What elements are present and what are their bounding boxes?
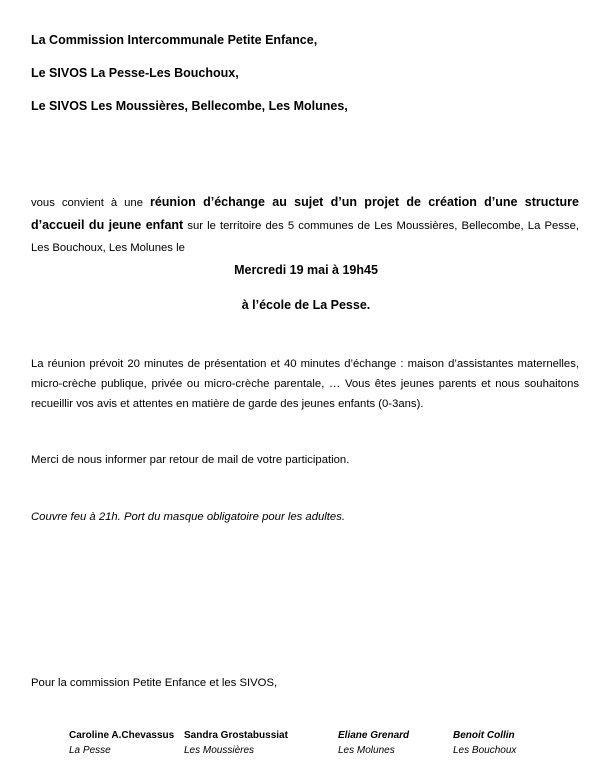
header-commission: La Commission Intercommunale Petite Enfance, bbox=[31, 33, 318, 47]
signatory-name: Caroline A.Chevassus bbox=[69, 730, 175, 741]
curfew-notice: Couvre feu à 21h. Port du masque obligatoire pour les adultes. bbox=[31, 511, 345, 523]
signatory-place: Les Bouchoux bbox=[453, 745, 517, 756]
meeting-location: à l’école de La Pesse. bbox=[241, 298, 371, 312]
signature-block bbox=[338, 728, 409, 758]
signatory-place: La Pesse bbox=[69, 745, 111, 756]
header-sivos-pesse: Le SIVOS La Pesse-Les Bouchoux, bbox=[31, 66, 239, 80]
header-sivos-moussieres: Le SIVOS Les Moussières, Bellecombe, Les Molunes, bbox=[31, 99, 348, 113]
meeting-subject: réunion d’échange au sujet d’un projet de création d’une structure d’accueil du jeune enfant bbox=[31, 195, 579, 232]
signature-block bbox=[69, 728, 174, 758]
signature-block bbox=[184, 728, 288, 758]
signatory-place: Les Molunes bbox=[338, 745, 395, 756]
invitation-paragraph bbox=[31, 191, 579, 259]
signatory-name: Sandra Grostabussiat bbox=[184, 730, 288, 741]
signature-block bbox=[453, 728, 516, 758]
signatory-name: Benoit Collin bbox=[453, 730, 515, 741]
signatory-name: Eliane Grenard bbox=[338, 730, 410, 741]
intro-text-start: vous convient à une bbox=[31, 197, 150, 209]
signatory-place: Les Moussières bbox=[184, 745, 255, 756]
agenda-paragraph: La réunion prévoit 20 minutes de présentation et 40 minutes d’échange : maison d’assistantes maternelles, micro-crèche publique, privée ou micro-crèche parentale, … Vous êtes jeunes parents et nous souhaitons recueillir vos avis et attentes en matière de garde des jeunes enfants (0-3ans). bbox=[31, 358, 579, 410]
rsvp-paragraph: Merci de nous informer par retour de mail de votre participation. bbox=[31, 454, 350, 466]
meeting-date: Mercredi 19 mai à 19h45 bbox=[234, 263, 378, 277]
closing-line: Pour la commission Petite Enfance et les SIVOS, bbox=[31, 677, 278, 689]
intro-text-end: sur le territoire des 5 communes de Les Moussières, Bellecombe, La Pesse, Les Bouchoux, Les Molunes le bbox=[31, 220, 579, 254]
